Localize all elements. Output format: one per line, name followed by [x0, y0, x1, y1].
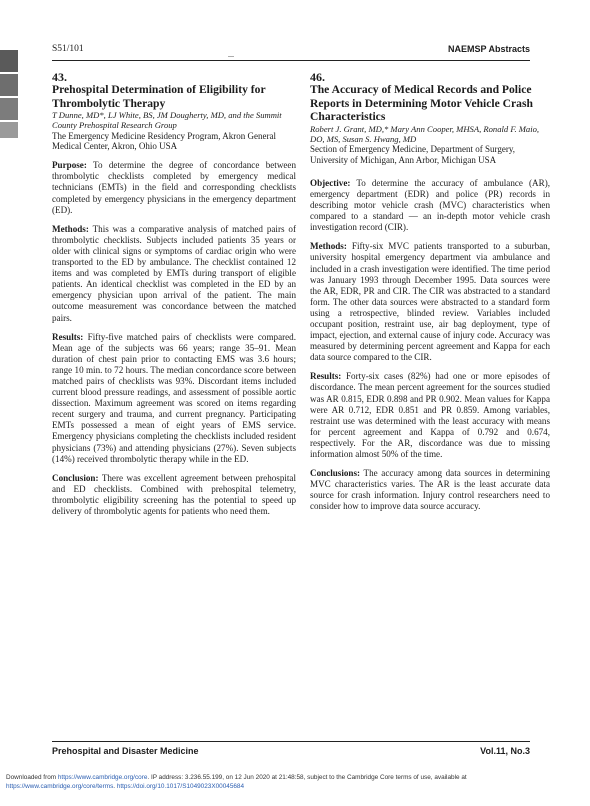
section-text: There was excellent agreement between prehospital and ED checklists. Combined with prehospital telemetry, thrombolytic eligibility screening has the potential to speed up delivery of thrombolytic agents for patients who need them. [52, 472, 296, 516]
conclusion-section [52, 473, 296, 517]
footer-journal-name: Prehospital and Disaster Medicine [52, 746, 199, 756]
journal-section: NAEMSP Abstracts [447, 44, 530, 54]
abstract-title: The Accuracy of Medical Records and Police Reports in Determining Motor Vehicle Crash Characteristics [310, 83, 533, 124]
abstract-affiliation: Section of Emergency Medicine, Department of Surgery, University of Michigan, Ann Arbor, Michigan USA [310, 144, 516, 166]
section-label: Purpose: [52, 160, 87, 171]
edge-mark [0, 74, 18, 96]
running-head [52, 44, 530, 58]
abstract-46 [310, 72, 550, 521]
abstract-number: 46. [310, 70, 325, 84]
section-text: To determine the degree of concordance between thrombolytic checklists completed by emergency medical technicians (EMTs) in the field and corresponding checklists completed by emergency physicians in the emergency department (ED). [52, 160, 296, 215]
section-label: Conclusions: [310, 468, 361, 479]
section-label: Results: [52, 331, 84, 342]
edge-mark [0, 98, 18, 120]
download-prefix: Downloaded from [6, 774, 57, 781]
doi-link[interactable]: https://doi.org/10.1017/S1049023X00045684 [116, 782, 245, 790]
purpose-section [52, 160, 296, 215]
footer-volume: Vol.11, No.3 [480, 746, 530, 756]
center-mark: ... [228, 50, 234, 59]
section-text: Forty-six cases (82%) had one or more episodes of discordance. The mean percent agreement for the sources studied was AR 0.815, EDR 0.898 and PR 0.902. Mean values for Kappa were AR 0.712, EDR 0.851 and PR 0.859. Among variables, restraint use was determined with the least accuracy with means for percent agreement and Kappa of 0.792 and 0.674, respectively. For the AR, discordance was due to missing information almost 50% of the time. [310, 371, 550, 460]
section-label: Results: [310, 371, 342, 382]
methods-section [52, 224, 296, 324]
header-rule [52, 60, 530, 61]
terms-link[interactable]: https://www.cambridge.org/core/terms [6, 782, 114, 790]
abstract-authors: Robert J. Grant, MD,* Mary Ann Cooper, MHSA, Ronald F. Maio, DO, MS, Susan S. Hwang, MD [310, 123, 540, 145]
results-section [310, 371, 550, 460]
download-sep: . [113, 782, 116, 790]
section-text: This was a comparative analysis of matched pairs of thrombolytic checklists. Subjects included patients 35 years or older with clinical signs or symptoms of cardiac origin who were transported to the ED by ambulance. The checklist contained 12 items and was completed by EMTs during transport of eligible patients. An identical checklist was completed in the ED by an emergency physician upon arrival of the patient. The main outcome measurement was concordance between the matched pairs. [52, 223, 296, 323]
section-text: Fifty-five matched pairs of checklists were compared. Mean age of the subjects was 66 years; range 35–91. Mean duration of chest pain prior to contacting EMS was 3.6 hours; range 10 min. to 72 hours. The median concordance score between matched pairs of checklists was 93%. Discordant items included current blood pressure readings, and assessment of possible aortic dissection. Maximum agreement was scored on items regarding recent surgery and trauma, and current pregnancy. Participating EMTs possessed a mean of eight years of EMS service. Emergency physicians completing the checklists included resident physicians (73%) and attending physicians (27%). Seven subjects (14%) received thrombolytic therapy while in the ED. [52, 331, 297, 464]
results-section [52, 332, 296, 465]
abstract-number: 43. [52, 70, 67, 84]
section-text: Fifty-six MVC patients transported to a suburban, university hospital emergency department via ambulance and included in a crash investigation were identified. The time period was January 1993 through December 1995. Data sources were the AR, EDR, PR and CIR. The CIR was abstracted to a standard form. The other data sources were abstracted to a standard form using a retrospective, blinded review. Variables included occupant position, restraint use, air bag deployment, type of impact, ejection, and external cause of injury code. Accuracy was measured by determining percent agreement and Kappa for each data source compared to the CIR. [310, 241, 550, 363]
section-text: The accuracy among data sources in determining MVC characteristics varies. The AR is the least accurate data source for crash information. Injury control researchers need to consider how to improve data source accuracy. [310, 468, 551, 512]
section-label: Conclusion: [52, 472, 99, 483]
download-notice [6, 774, 566, 791]
conclusions-section [310, 468, 550, 512]
section-label: Methods: [310, 241, 347, 252]
methods-section [310, 241, 550, 363]
page-label: S51/101 [52, 44, 84, 54]
download-middle: . IP address: 3.236.55.199, on 12 Jun 2020 at 21:48:58, subject to the Cambridge Core terms of use, available at [147, 774, 467, 781]
abstract-title: Prehospital Determination of Eligibility for Thrombolytic Therapy [52, 83, 266, 110]
edge-mark [0, 122, 18, 138]
section-text: To determine the accuracy of ambulance (AR), emergency department (EDR) and police (PR) records in describing motor vehicle crash (MVC) characteristics when compared to a standard — an in-depth motor vehicle crash investigation record (CIR). [310, 177, 550, 233]
cambridge-core-link[interactable]: https://www.cambridge.org/core [57, 774, 148, 781]
section-label: Methods: [52, 223, 89, 234]
abstract-affiliation: The Emergency Medicine Residency Program, Akron General Medical Center, Akron, Ohio USA [52, 130, 277, 152]
footer-rule [52, 741, 530, 742]
abstract-43 [52, 72, 296, 525]
section-label: Objective: [310, 177, 351, 188]
abstract-authors: T Dunne, MD*, LJ White, BS, JM Dougherty, MD, and the Summit County Prehospital Research Group [52, 110, 282, 131]
objective-section [310, 178, 550, 233]
edge-mark [0, 50, 18, 72]
